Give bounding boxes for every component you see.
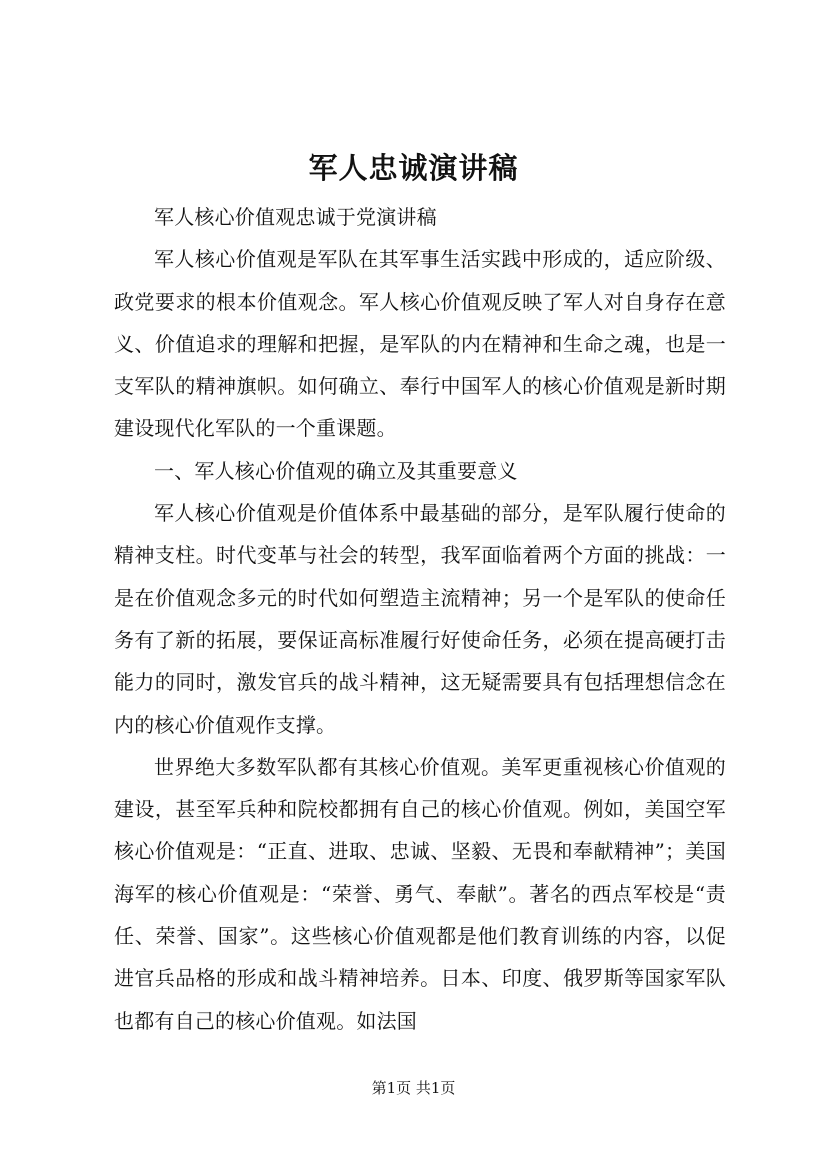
paragraph-section-1: 军人核心价值观是价值体系中最基础的部分，是军队履行使命的精神支柱。时代变革与社会的转型，我军面临着两个方面的挑战：一是在价值观念多元的时代如何塑造主流精神；另一个是军队的使命任务有了新的拓展，要保证高标准履行好使命任务，必须在提高硬打击能力的同时，激发官兵的战斗精神，这无疑需要具有包括理想信念在内的核心价值观作支撑。 — [114, 501, 726, 737]
document-body — [114, 196, 726, 1042]
document-title: 军人忠诚演讲稿 — [308, 151, 519, 185]
paragraph-subtitle: 军人核心价值观忠诚于党演讲稿 — [154, 205, 437, 229]
paragraph-examples: 世界绝大多数军队都有其核心价值观。美军更重视核心价值观的建设，甚至军兵种和院校都拥有自己的核心价值观。例如，美国空军核心价值观是：“正直、进取、忠诚、坚毅、无畏和奉献精神”；美国海军的核心价值观是：“荣誉、勇气、奉献”。著名的西点军校是“责任、荣誉、国家”。这些核心价值观都是他们教育训练的内容，以促进官兵品格的形成和战斗精神培养。日本、印度、俄罗斯等国家军队也都有自己的核心价值观。如法国 — [114, 754, 726, 1033]
page-footer: 第1页 共1页 — [371, 1079, 456, 1097]
paragraph-intro: 军人核心价值观是军队在其军事生活实践中形成的，适应阶级、政党要求的根本价值观念。军人核心价值观反映了军人对自身存在意义、价值追求的理解和把握，是军队的内在精神和生命之魂，也是一支军队的精神旗帜。如何确立、奉行中国军人的核心价值观是新时期建设现代化军队的一个重课题。 — [114, 247, 726, 441]
section-heading-1: 一、军人核心价值观的确立及其重要意义 — [154, 458, 518, 483]
